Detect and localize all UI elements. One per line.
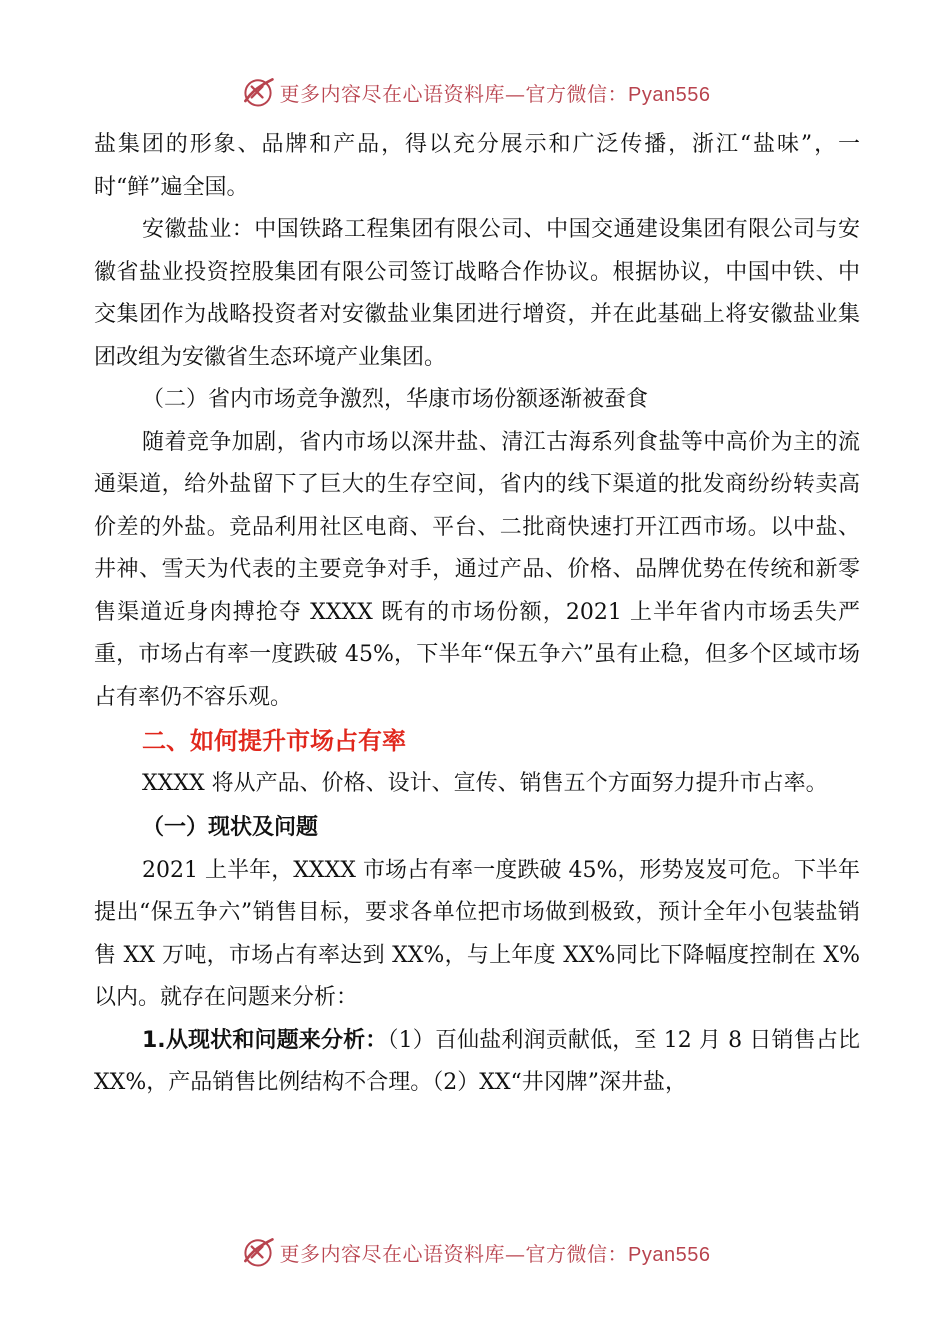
watermark-text: 更多内容尽在心语资料库—官方微信：Pyan556 xyxy=(279,1241,711,1266)
cn-logo-icon xyxy=(240,1234,276,1270)
watermark-footer xyxy=(0,1232,950,1272)
cn-logo-icon xyxy=(240,74,276,110)
paragraph: XXXX 将从产品、价格、设计、宣传、销售五个方面努力提升市占率。 xyxy=(142,771,828,796)
section-heading: 二、如何提升市场占有率 xyxy=(142,727,406,755)
paragraph-lead: 1.从现状和问题来分析： xyxy=(142,1027,388,1053)
paragraph xyxy=(94,1020,860,1105)
paragraph: 安徽盐业：中国铁路工程集团有限公司、中国交通建设集团有限公司与安徽省盐业投资控股集团有限公司签订战略合作协议。根据协议，中国中铁、中交集团作为战略投资者对安徽盐业集团进行增资，并在此基础上将安徽盐业集团改组为安徽省生态环境产业集团。 xyxy=(94,217,860,370)
paragraph: 盐集团的形象、品牌和产品，得以充分展示和广泛传播，浙江“盐味”，一时“鲜”遍全国。 xyxy=(94,132,860,200)
watermark-wechat: Pyan556 xyxy=(628,83,711,106)
paragraph: 随着竞争加剧，省内市场以深井盐、清江古海系列食盐等中高价为主的流通渠道，给外盐留下了巨大的生存空间，省内的线下渠道的批发商纷纷转卖高价差的外盐。竞品利用社区电商、平台、二批商快速打开江西市场。以中盐、井神、雪天为代表的主要竞争对手，通过产品、价格、品牌优势在传统和新零售渠道近身肉搏抢夺 XXXX 既有的市场份额，2021 上半年省内市场丢失严重，市场占有率一度跌破 45%，下半年“保五争六”虽有止稳，但多个区域市场占有率仍不容乐观。 xyxy=(94,429,860,710)
subsection-heading: （一）现状及问题 xyxy=(142,814,319,840)
paragraph-text: （1）百仙盐利润贡献低，至 12 月 8 日销售占比 XX%，产品销售比例结构不合理。（2）XX“井冈牌”深井盐， xyxy=(94,1027,860,1095)
watermark-header xyxy=(0,72,950,112)
paragraph: 2021 上半年，XXXX 市场占有率一度跌破 45%，形势岌岌可危。下半年提出“保五争六”销售目标，要求各单位把市场做到极致，预计全年小包装盐销售 XX 万吨，市场占有率达到 XX%，与上年度 XX%同比下降幅度控制在 X%以内。就存在问题来分析： xyxy=(94,857,860,1010)
watermark-wechat: Pyan556 xyxy=(628,1243,711,1266)
subheading: （二）省内市场竞争激烈，华康市场份额逐渐被蚕食 xyxy=(142,387,649,412)
document-body xyxy=(94,124,860,1105)
watermark-text: 更多内容尽在心语资料库—官方微信：Pyan556 xyxy=(279,81,711,106)
